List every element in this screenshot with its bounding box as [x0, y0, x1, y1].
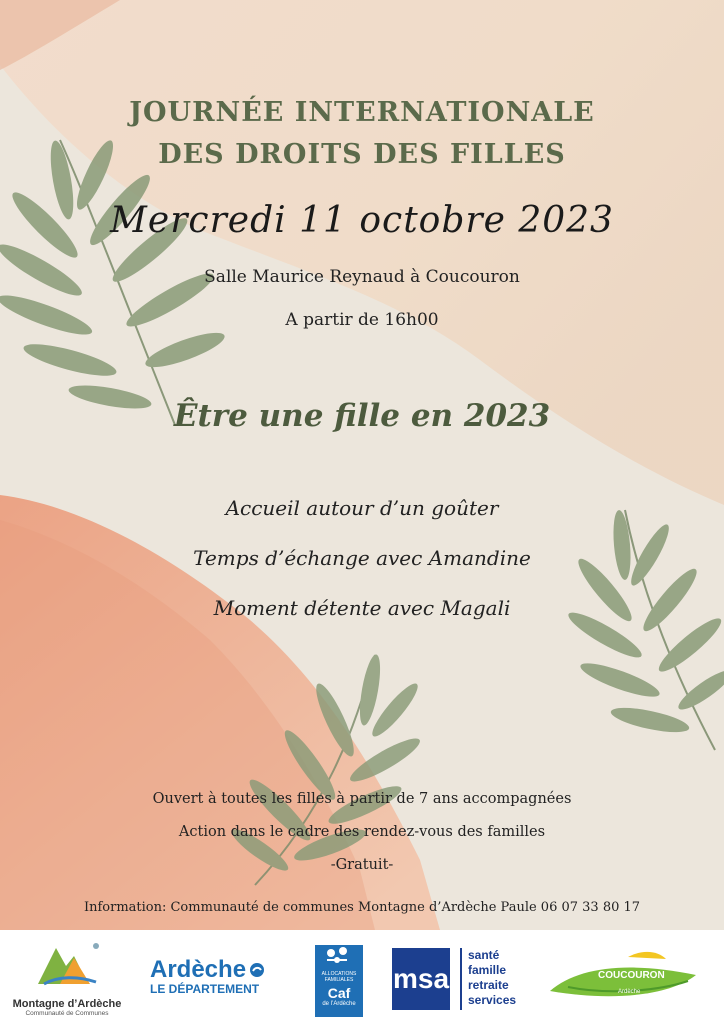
event-date: Mercredi 11 octobre 2023: [110, 200, 614, 241]
caf-logo: [315, 945, 363, 1017]
event-time: A partir de 16h00: [285, 310, 439, 330]
montagne-ardeche-logo: [8, 936, 126, 1020]
activity-item: Moment détente avec Magali: [213, 596, 511, 620]
ardeche-swirl-icon: [248, 961, 266, 979]
msa-line: santé: [468, 948, 500, 962]
coucouron-name: COUCOURON: [598, 970, 665, 981]
caf-top-text: ALLOCATIONS FAMILIALES: [321, 971, 357, 983]
activity-item: Temps d’échange avec Amandine: [193, 546, 531, 570]
audience-note: Ouvert à toutes les filles à partir de 7 ans accompagnées: [152, 791, 572, 807]
event-venue: Salle Maurice Reynaud à Coucouron: [204, 267, 520, 287]
caf-figures-icon: [315, 945, 363, 967]
palm-leaf-bottom: [225, 650, 425, 890]
ardeche-name: Ardèche: [150, 956, 247, 983]
ardeche-sub: LE DÉPARTEMENT: [150, 982, 260, 996]
msa-line: retraite: [468, 978, 509, 992]
coucouron-sub: Ardèche: [618, 989, 641, 995]
msa-line: famille: [468, 963, 507, 977]
program-note: Action dans le cadre des rendez-vous des familles: [178, 824, 546, 840]
contact-info: Information: Communauté de communes Montagne d’Ardèche Paule 06 07 33 80 17: [83, 900, 641, 915]
price-note: -Gratuit-: [330, 857, 394, 873]
palm-leaf-right: [550, 505, 724, 755]
msa-line: services: [468, 993, 517, 1007]
coucouron-logo: [548, 945, 698, 1011]
title-line-2: DES DROITS DES FILLES: [158, 139, 566, 170]
theme-heading: Être une fille en 2023: [173, 398, 551, 434]
caf-name: Caf: [327, 985, 351, 1001]
msa-letters: msa: [392, 948, 450, 1010]
msa-logo: [392, 948, 524, 1010]
montagne-ardeche-sub: Communauté de Communes: [25, 1010, 109, 1017]
partner-logos-bar: [0, 930, 724, 1024]
ardeche-departement-logo: [150, 956, 290, 1006]
activity-item: Accueil autour d’un goûter: [225, 496, 499, 520]
mountain-icon: [8, 936, 126, 988]
montagne-ardeche-name: Montagne d’Ardèche: [12, 998, 122, 1010]
caf-sub: de l’Ardèche: [322, 1001, 356, 1007]
title-line-1: JOURNÉE INTERNATIONALE: [129, 97, 595, 128]
